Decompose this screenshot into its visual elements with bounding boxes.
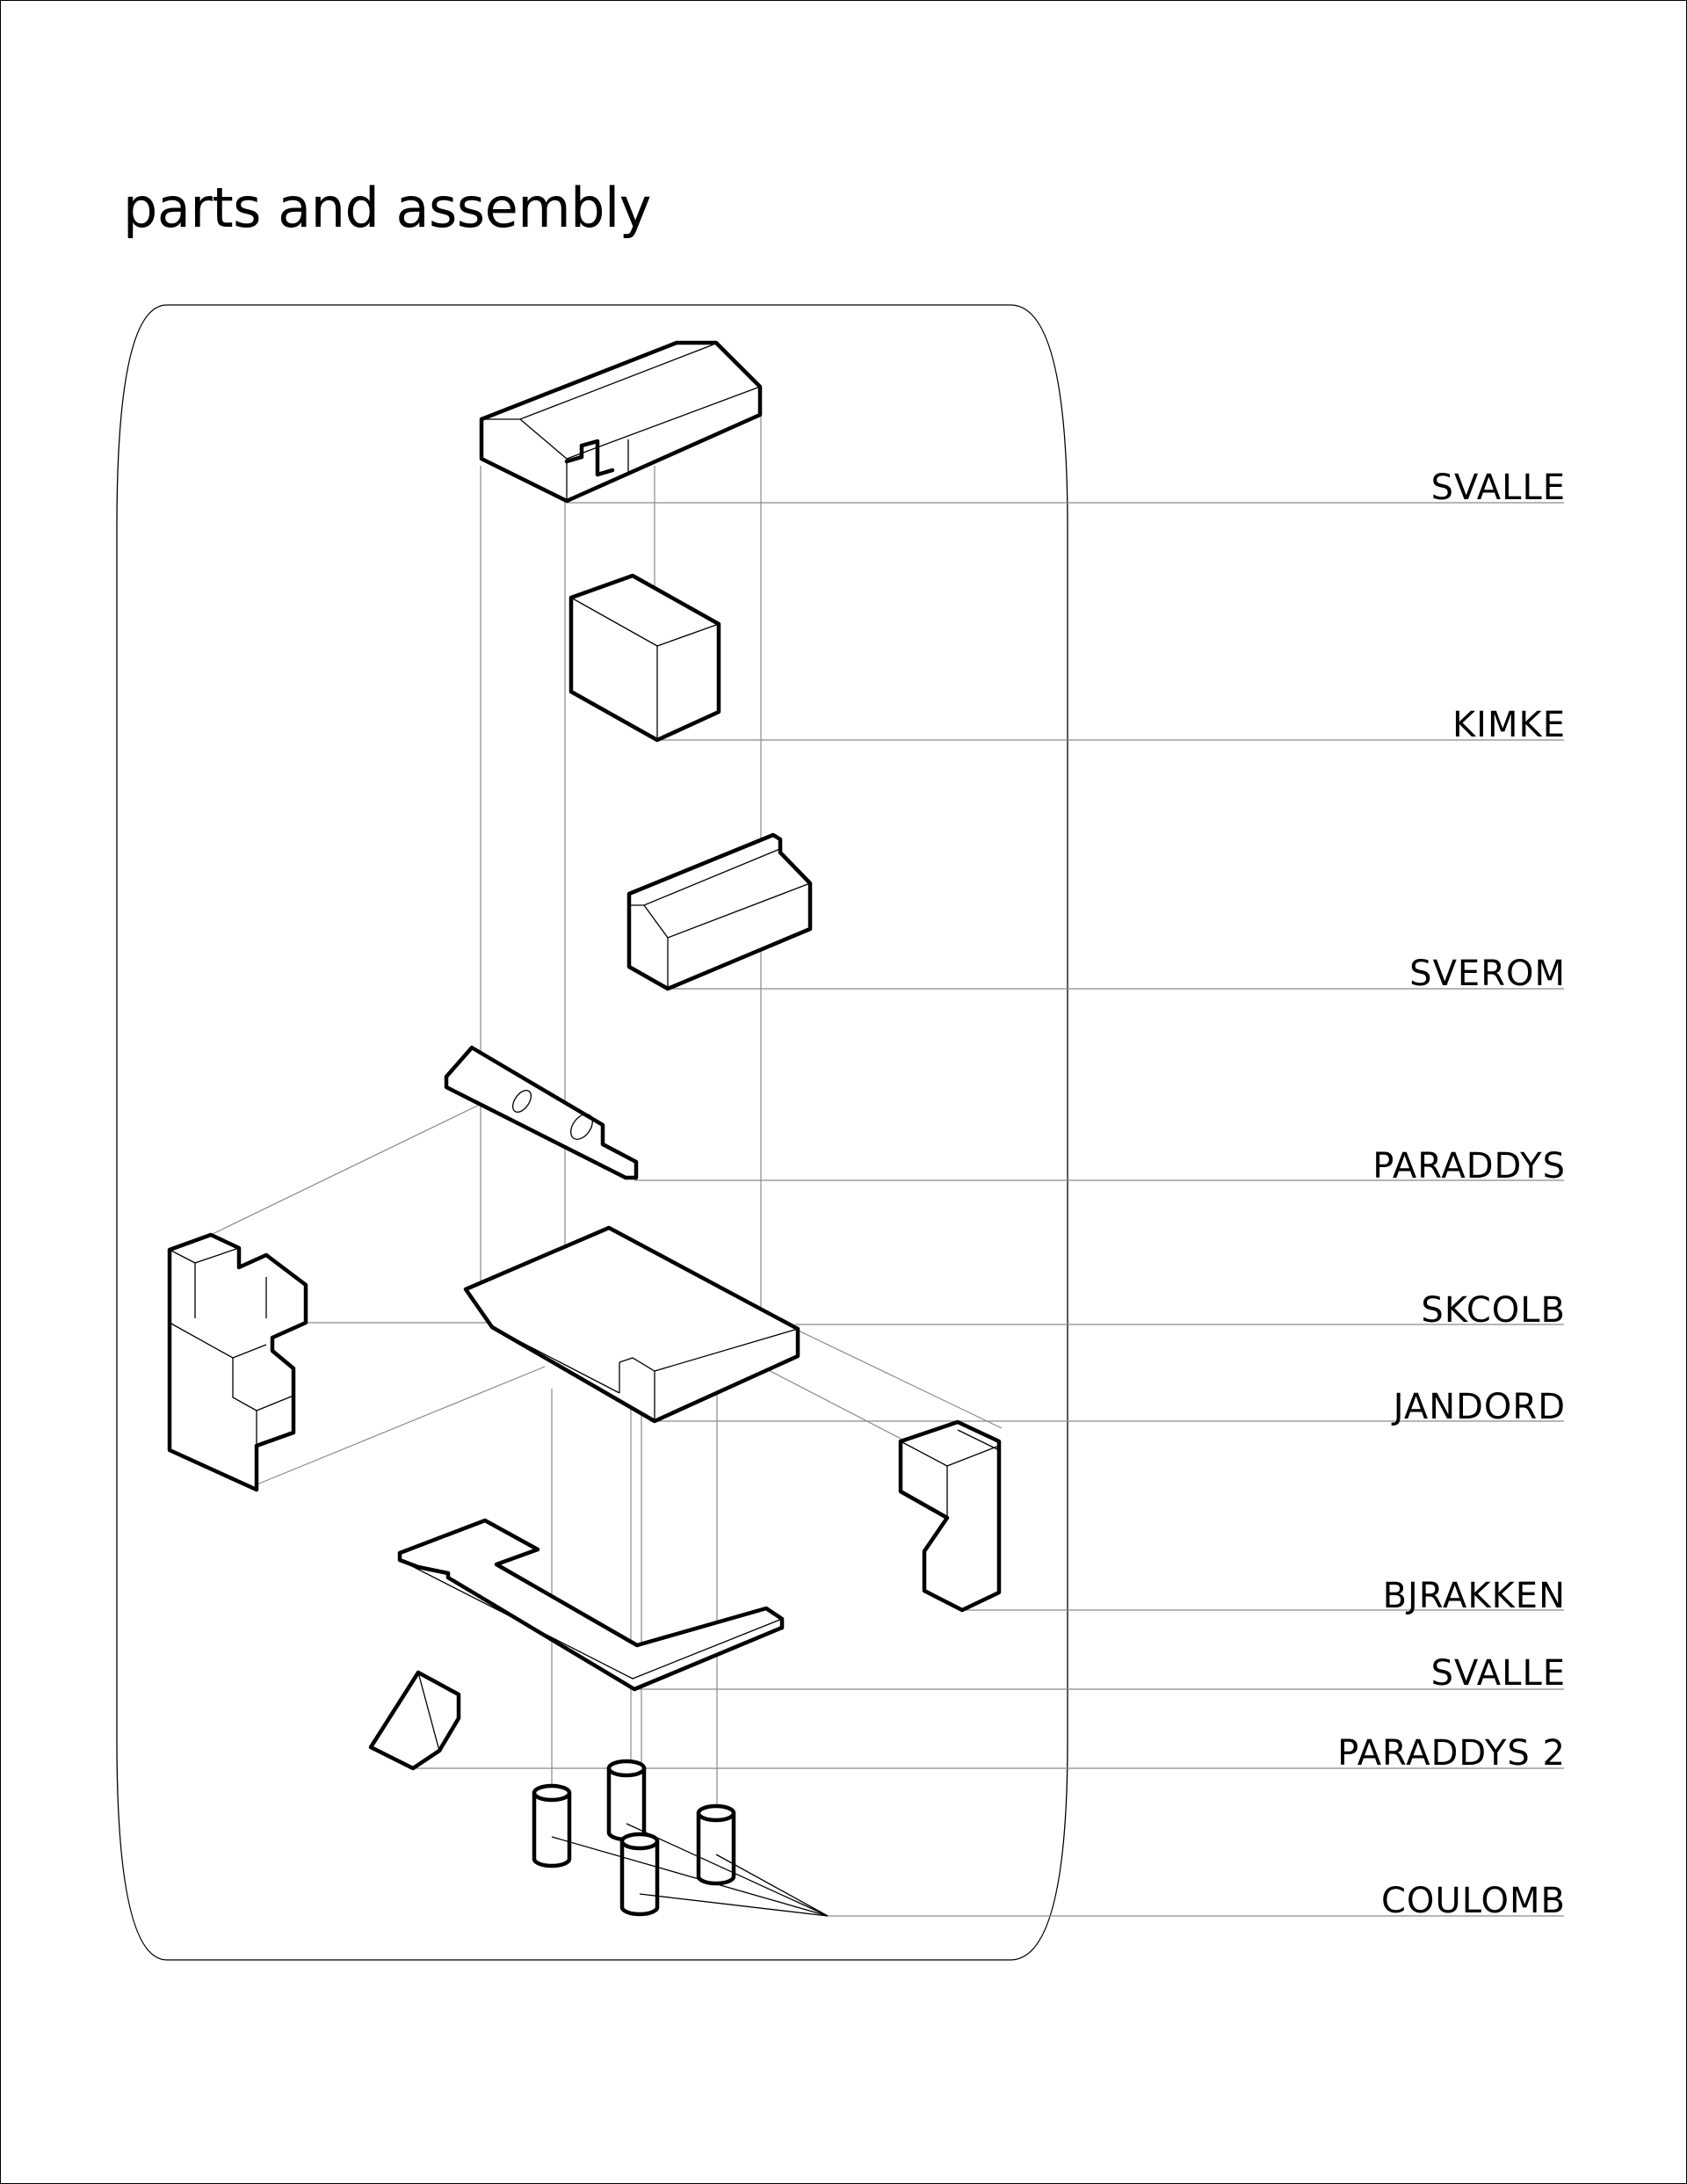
page-title: parts and assembly [123, 176, 651, 240]
part-sverom [629, 835, 810, 989]
label-bjrakken: BJRAKKEN [1382, 1576, 1566, 1616]
label-sverom: SVEROM [1409, 954, 1566, 994]
construction-lines [169, 413, 1564, 1916]
label-skcolb: SKCOLB [1421, 1290, 1566, 1331]
part-svalle-bottom [400, 1520, 782, 1689]
label-kimke: KIMKE [1452, 705, 1566, 745]
label-coulomb: COULOMB [1381, 1881, 1566, 1921]
part-kimke [571, 576, 719, 740]
part-paraddys-2 [371, 1672, 459, 1768]
part-skcolb [466, 1228, 798, 1421]
coulomb-cylinder-1 [534, 1786, 569, 1866]
label-svalle-top: SVALLE [1430, 468, 1566, 508]
coulomb-cylinder-4 [622, 1834, 657, 1914]
part-jandord [170, 1235, 306, 1490]
coulomb-cylinder-2 [609, 1761, 644, 1839]
part-svalle-top [481, 343, 760, 501]
label-paraddys-2: PARADDYS 2 [1337, 1733, 1566, 1774]
part-bjrakken [901, 1422, 999, 1610]
part-coulomb [534, 1761, 828, 1916]
label-paraddys: PARADDYS [1372, 1146, 1566, 1186]
part-paraddys [446, 1048, 636, 1178]
label-jandord: JANDORD [1393, 1387, 1566, 1427]
coulomb-leader-lines [552, 1824, 828, 1916]
label-svalle-bottom: SVALLE [1430, 1653, 1566, 1694]
coulomb-cylinder-3 [699, 1806, 734, 1883]
